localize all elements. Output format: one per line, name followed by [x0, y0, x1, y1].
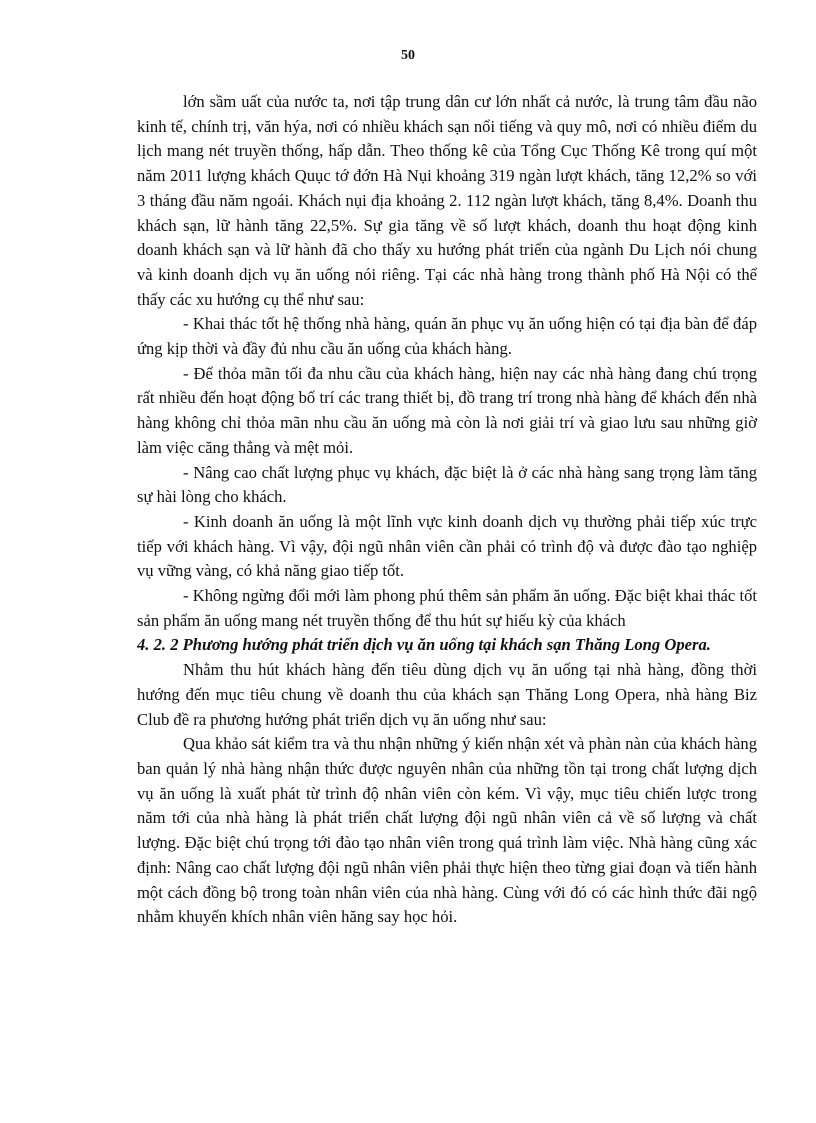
- section-paragraph: Qua khảo sát kiểm tra và thu nhận những ý kiến nhận xét và phàn nàn của khách hàng ban quản lý nhà hàng nhận thức được nguyên nhân của những tồn tại trong chất lượng dịch vụ ăn uống là xuất phát từ trình độ nhân viên còn kém. Vì vậy, mục tiêu chiến lược trong năm tới của nhà hàng là phát triển chất lượng đội ngũ nhân viên cả về số lượng và chất lượng. Đặc biệt chú trọng tới đào tạo nhân viên trong quá trình làm việc. Nhà hàng cũng xác định: Nâng cao chất lượng đội ngũ nhân viên phải thực hiện theo từng giai đoạn và tiến hành một cách đồng bộ trong toàn nhân viên của nhà hàng. Cùng với đó có các hình thức đãi ngộ nhằm khuyến khích nhân viên hăng say học hỏi.: [137, 734, 757, 927]
- bullet-item: - Không ngừng đổi mới làm phong phú thêm sản phẩm ăn uống. Đặc biệt khai thác tốt sản phẩm ăn uống mang nét truyền thống để thu hút sự hiếu kỳ của khách: [137, 586, 757, 630]
- bullet-item: - Khai thác tốt hệ thống nhà hàng, quán ăn phục vụ ăn uống hiện có tại địa bàn để đáp ứng kịp thời và đầy đủ nhu cầu ăn uống của khách hàng.: [137, 314, 757, 359]
- body-text: [137, 90, 757, 930]
- paragraph-intro: lớn sầm uất của nước ta, nơi tập trung dân cư lớn nhất cả nước, là trung tâm đầu não kinh tế, chính trị, văn hýa, nơi có nhiều khách sạn nổi tiếng và quy mô, nơi có nhiều điểm du lịch mang nét truyền thống, hấp dẫn. Theo thống kê của Tổng Cục Thống Kê trong quí một năm 2011 lượng khách Quục tớ đớn Hà Nụi khoảng 319 ngàn lượt khách, tăng 12,2% so với 3 tháng đầu năm ngoái. Khách nụi địa khoảng 2. 112 ngàn lượt khách, tăng 8,4%. Doanh thu khách sạn, lữ hành tăng 22,5%. Sự gia tăng về số lượt khách, doanh thu hoạt động kinh doanh khách sạn và lữ hành đã cho thấy xu hướng phát triển của ngành Du Lịch nói chung và kinh doanh dịch vụ ăn uống nói riêng. Tại các nhà hàng trong thành phố Hà Nội có thể thấy các xu hướng cụ thể như sau:: [137, 92, 757, 309]
- bullet-item: - Để thỏa mãn tối đa nhu cầu của khách hàng, hiện nay các nhà hàng đang chú trọng rất nhiều đến hoạt động bố trí các trang thiết bị, đồ trang trí trong nhà hàng để khách đến nhà hàng không chỉ thỏa mãn nhu cầu ăn uống mà còn là nơi giải trí và giao lưu sau những giờ làm việc căng thẳng và mệt mỏi.: [137, 363, 757, 457]
- bullet-item: - Kinh doanh ăn uống là một lĩnh vực kinh doanh dịch vụ thường phải tiếp xúc trực tiếp với khách hàng. Vì vậy, đội ngũ nhân viên cần phải có trình độ và được đào tạo nghiệp vụ vững vàng, có khả năng giao tiếp tốt.: [137, 511, 757, 581]
- page-number: 50: [401, 48, 415, 63]
- section-paragraph: Nhằm thu hút khách hàng đến tiêu dùng dịch vụ ăn uống tại nhà hàng, đồng thời hướng đến mục tiêu chung về doanh thu của khách sạn Thăng Long Opera, nhà hàng Biz Club đề ra phương hướng phát triển dịch vụ ăn uống như sau:: [137, 660, 757, 729]
- bullet-item: - Nâng cao chất lượng phục vụ khách, đặc biệt là ở các nhà hàng sang trọng làm tăng sự hài lòng cho khách.: [137, 462, 757, 507]
- section-heading: 4. 2. 2 Phương hướng phát triển dịch vụ ăn uống tại khách sạn Thăng Long Opera.: [137, 635, 711, 655]
